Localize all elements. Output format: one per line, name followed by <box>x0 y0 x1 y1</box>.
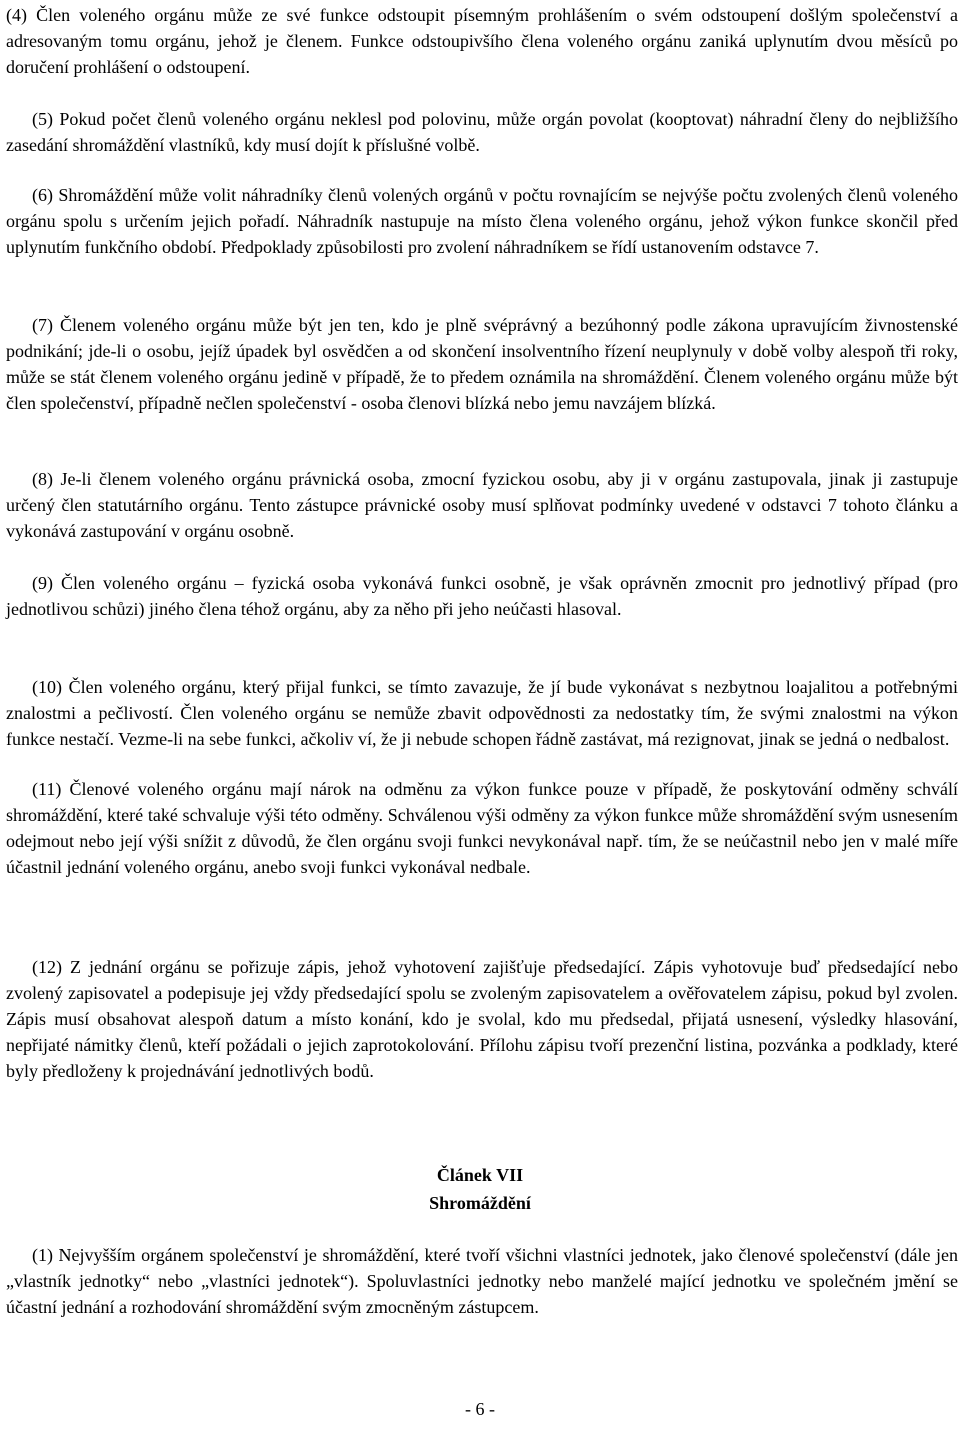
paragraph-5: (5) Pokud počet členů voleného orgánu neklesl pod polovinu, může orgán povolat (kooptovat) náhradní členy do nejbližšího zasedání shromáždění vlastníků, kdy musí dojít k příslušné volbě. <box>6 109 958 155</box>
paragraph-8: (8) Je-li členem voleného orgánu právnická osoba, zmocní fyzickou osobu, aby ji v orgánu zastupovala, jinak ji zastupuje určený člen statutárního orgánu. Tento zástupce právnické osoby musí splňovat podmínky uvedené v odstavci 7 tohoto článku a vykonává zastupování v orgánu osobně. <box>6 469 958 541</box>
article-number: Článek VII <box>436 1165 524 1185</box>
paragraph-9: (9) Člen voleného orgánu – fyzická osoba vykonává funkci osobně, je však oprávněn zmocnit pro jednotlivý případ (pro jednotlivou schůzi) jiného člena téhož orgánu, aby za něho při jeho neúčasti hlasoval. <box>6 573 958 619</box>
paragraph-7: (7) Členem voleného orgánu může být jen ten, kdo je plně svéprávný a bezúhonný podle zákona upravujícím živnostenské podnikání; jde-li o osobu, jejíž úpadek byl osvědčen a od skončení insolventního řízení neuplynuly v době volby alespoň tři roky, může se stát členem voleného orgánu jedině v případě, že to předem oznámila na shromáždění. Členem voleného orgánu může být člen společenství, případně nečlen společenství - osoba členovi blízká nebo jemu navzájem blízká. <box>6 315 958 413</box>
article-title: Shromáždění <box>429 1193 531 1213</box>
page-number: - 6 - <box>465 1399 495 1419</box>
article-paragraph-1: (1) Nejvyšším orgánem společenství je shromáždění, které tvoří všichni vlastníci jednotek, jako členové společenství (dále jen „vlastník jednotky“ nebo „vlastníci jednotek“). Spoluvlastníci jednotky nebo manželé mající jednotku ve společném jmění se účastní jednání a rozhodování shromáždění svým zmocněným zástupcem. <box>6 1245 958 1317</box>
paragraph-4: (4) Člen voleného orgánu může ze své funkce odstoupit písemným prohlášením o svém odstoupení došlým společenství a adresovaným tomu orgánu, jehož je členem. Funkce odstoupivšího člena voleného orgánu zaniká uplynutím dvou měsíců po doručení prohlášení o odstoupení. <box>6 5 958 77</box>
paragraph-12: (12) Z jednání orgánu se pořizuje zápis, jehož vyhotovení zajišťuje předsedající. Zápis vyhotovuje buď předsedající nebo zvolený zapisovatel a podepisuje jej vždy předsedající spolu se zvoleným zapisovatelem a ověřovatelem zápisu, pokud byl zvolen. Zápis musí obsahovat alespoň datum a místo konání, kdo je svolal, kdo mu předsedal, přijatá usnesení, výsledky hlasování, nepřijaté námitky členů, kteří požádali o jejich zaprotokolování. Přílohu zápisu tvoří prezenční listina, pozvánka a podklady, které byly předloženy k projednávání jednotlivých bodů. <box>6 957 958 1081</box>
paragraph-11: (11) Členové voleného orgánu mají nárok na odměnu za výkon funkce pouze v případě, že poskytování odměny schválí shromáždění, které také schvaluje výši této odměny. Schválenou výši odměny za výkon funkce může shromáždění svým usnesením odejmout nebo její výši snížit z důvodů, že člen orgánu svoji funkci nevykonával např. tím, že se neúčastnil nebo jen v malé míře účastnil jednání voleného orgánu, anebo svoji funkci vykonával nedbale. <box>6 779 958 877</box>
paragraph-10: (10) Člen voleného orgánu, který přijal funkci, se tímto zavazuje, že jí bude vykonávat s nezbytnou loajalitou a potřebnými znalostmi a pečlivostí. Člen voleného orgánu se nemůže zbavit odpovědnosti za nedostatky tím, že svými znalostmi na výkon funkce nestačí. Vezme-li na sebe funkci, ačkoliv ví, že ji nebude schopen řádně zastávat, má rezignovat, jinak se jedná o nedbalost. <box>6 677 958 749</box>
paragraph-6: (6) Shromáždění může volit náhradníky členů volených orgánů v počtu rovnajícím se nejvýše počtu zvolených členů voleného orgánu spolu s určením jejich pořadí. Náhradník nastupuje na místo člena voleného orgánu, jehož výkon funkce skončil před uplynutím funkčního období. Předpoklady způsobilosti pro zvolení náhradníkem se řídí ustanovením odstavce 7. <box>6 185 958 257</box>
